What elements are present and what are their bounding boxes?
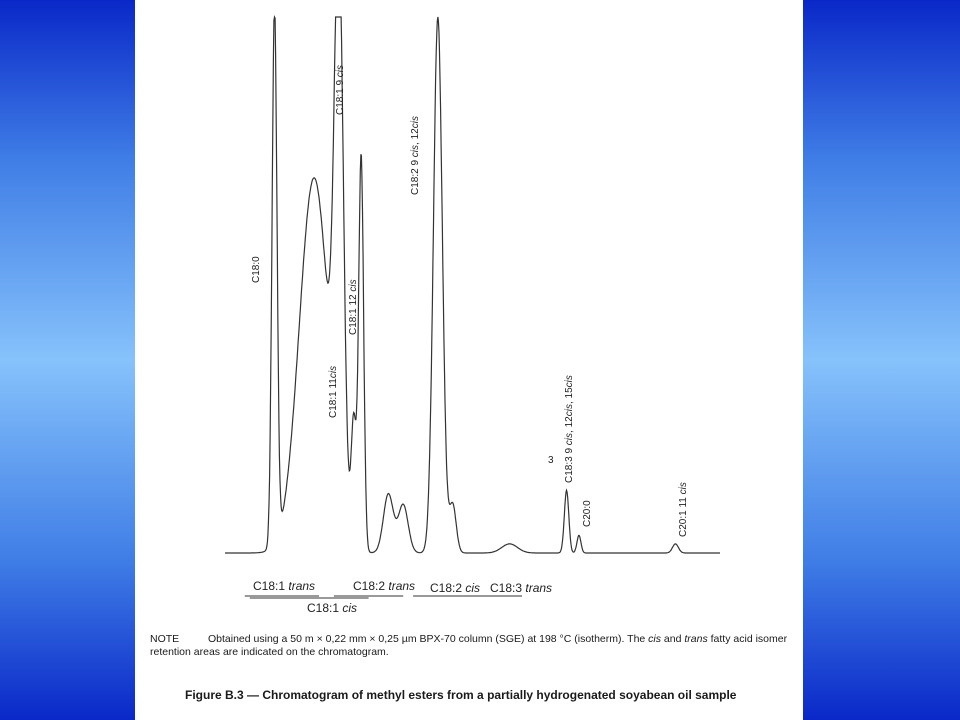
svg-text:C18:3 trans: C18:3 trans (490, 581, 553, 595)
peak-label-c18-0 (251, 256, 262, 283)
range-c18-1-trans (245, 579, 319, 596)
range-c18-1-cis (250, 598, 369, 615)
svg-text:C18:1 cis: C18:1 cis (307, 601, 358, 615)
peak-label-c18-1-11cis (328, 366, 339, 418)
svg-text:C18:1 9 cis: C18:1 9 cis (335, 64, 346, 115)
svg-text:C18:2 cis: C18:2 cis (430, 581, 481, 595)
peak-label-c18-3-9-12-15 (564, 375, 575, 483)
svg-text:C18:2 9 cis, 12cis: C18:2 9 cis, 12cis (410, 116, 421, 195)
peak-label-c18-2-9cis-12cis (410, 116, 421, 195)
svg-text:C18:2 trans: C18:2 trans (353, 579, 416, 593)
range-c18-2-trans (334, 579, 415, 596)
chromatogram-trace (225, 17, 720, 553)
peak-label-c18-1-9cis (335, 65, 346, 115)
svg-text:C20:1 11 cis: C20:1 11 cis (678, 482, 689, 537)
annotation-mark: 3 (548, 455, 554, 466)
note-heading: NOTE (150, 633, 180, 645)
svg-text:C18:1 trans: C18:1 trans (253, 579, 316, 593)
svg-text:C18:3 9 cis, 12cis, 15cis: C18:3 9 cis, 12cis, 15cis (564, 375, 575, 483)
svg-text:C18:1 12 cis: C18:1 12 cis (348, 279, 359, 335)
svg-text:C18:1 11cis: C18:1 11cis (328, 365, 339, 418)
peak-label-c20-0 (582, 500, 593, 527)
note-text: NOTE Obtained using a 50 m × 0,22 mm × 0,25 µm BPX-70 column (SGE) at 198 °C (isotherm). The cis and trans fatty acid isomer retention areas are indicated on the chromatogram. (150, 633, 788, 658)
svg-text:C20:0: C20:0 (582, 500, 593, 527)
peak-label-c18-1-12cis (348, 279, 359, 335)
svg-text:C18:0: C18:0 (251, 256, 262, 283)
range-c18-2-cis (413, 581, 480, 596)
peak-label-c20-1-11cis (678, 482, 689, 537)
figure-caption: Figure B.3 — Chromatogram of methyl esters from a partially hydrogenated soyabean oil sample (185, 688, 737, 702)
